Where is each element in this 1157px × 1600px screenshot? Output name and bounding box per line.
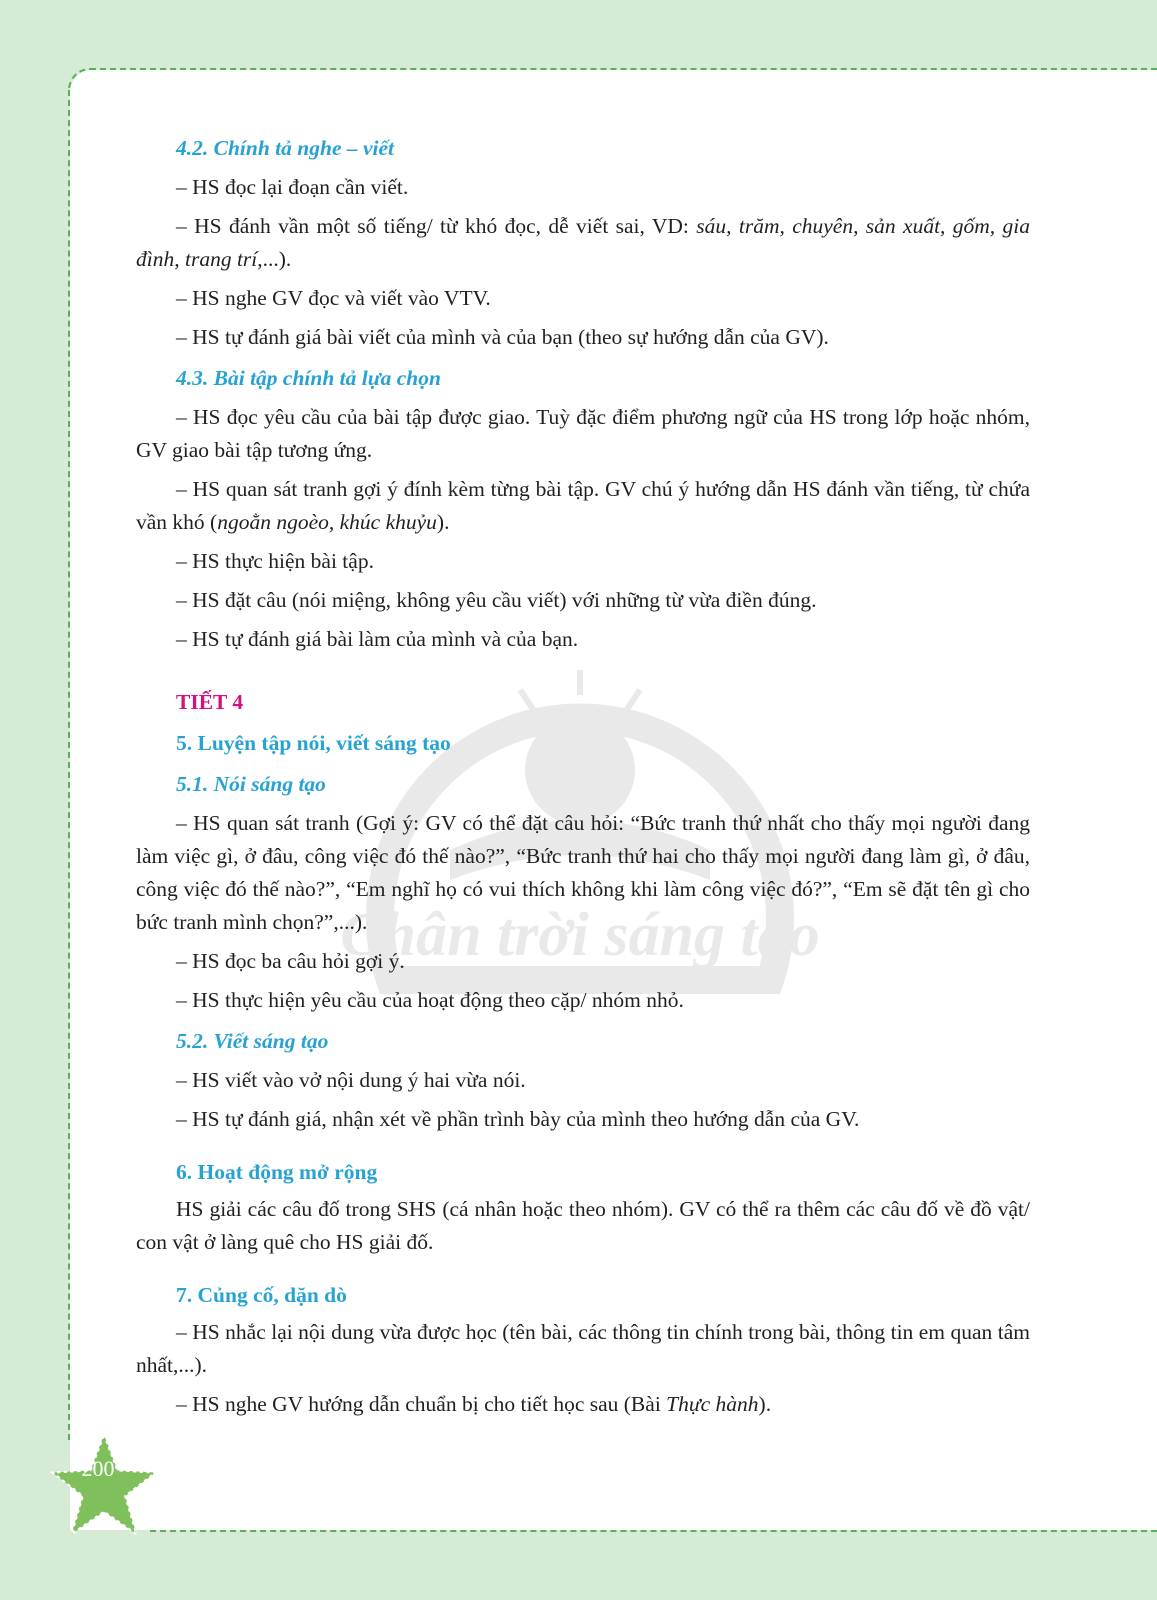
s51-line-2: – HS đọc ba câu hỏi gợi ý. [176, 949, 405, 973]
heading-5: 5. Luyện tập nói, viết sáng tạo [176, 731, 451, 755]
s42-line-2-text: – HS đánh vần một số tiếng/ từ khó đọc, dễ viết sai, VD: [176, 214, 697, 238]
lesson-period-title: TIẾT 4 [176, 690, 244, 714]
heading-4-3: 4.3. Bài tập chính tả lựa chọn [176, 366, 441, 390]
s42-line-2 [136, 210, 1030, 276]
s7-line-2-end: ). [758, 1392, 772, 1416]
s52-line-1: – HS viết vào vở nội dung ý hai vừa nói. [176, 1068, 526, 1092]
s43-line-5: – HS tự đánh giá bài làm của mình và của bạn. [176, 627, 579, 651]
s6-line-1: HS giải các câu đố trong SHS (cá nhân hoặc theo nhóm). GV có thể ra thêm các câu đố về đồ vật/ con vật ở làng quê cho HS giải đố. [136, 1197, 1030, 1254]
s7-line-2-title: Thực hành [666, 1392, 759, 1416]
heading-5-2: 5.2. Viết sáng tạo [176, 1029, 329, 1053]
heading-6: 6. Hoạt động mở rộng [176, 1160, 378, 1184]
s42-line-2-end: ,...). [257, 247, 292, 271]
s43-line-1: – HS đọc yêu cầu của bài tập được giao. Tuỳ đặc điểm phương ngữ của HS trong lớp hoặc nhóm, GV giao bài tập tương ứng. [136, 405, 1030, 462]
s51-line-1: – HS quan sát tranh (Gợi ý: GV có thể đặt câu hỏi: “Bức tranh thứ nhất cho thấy mọi người đang làm việc gì, ở đâu, công việc đó thế nào?”, “Bức tranh thứ hai cho thấy mọi người đang làm gì, ở đâu, công việc đó thế nào?”, “Em nghĩ họ có vui thích không khi làm công việc đó?”, “Em sẽ đặt tên gì cho bức tranh mình chọn?”,...). [136, 811, 1030, 934]
heading-5-1: 5.1. Nói sáng tạo [176, 772, 326, 796]
s42-line-1: – HS đọc lại đoạn cần viết. [176, 175, 409, 199]
s42-line-3: – HS nghe GV đọc và viết vào VTV. [176, 286, 491, 310]
dashed-border-bottom [150, 1530, 1157, 1532]
s42-line-2-examples: sáu, trăm, chuyên, sản xuất, gốm, gia đình, trang trí [136, 214, 1030, 271]
page-content [136, 124, 1030, 1427]
s43-line-3: – HS thực hiện bài tập. [176, 549, 374, 573]
watermark-text: Chân trời sáng tạo [340, 901, 820, 969]
s42-line-4: – HS tự đánh giá bài viết của mình và của bạn (theo sự hướng dẫn của GV). [176, 325, 829, 349]
dashed-border-corner [68, 68, 94, 94]
s43-line-4: – HS đặt câu (nói miệng, không yêu cầu viết) với những từ vừa điền đúng. [176, 588, 817, 612]
s7-line-1: – HS nhắc lại nội dung vừa được học (tên bài, các thông tin chính trong bài, thông tin em quan tâm nhất,...). [136, 1320, 1030, 1377]
dashed-border-top [90, 68, 1157, 70]
s7-line-2 [136, 1388, 1030, 1421]
s7-line-2-text: – HS nghe GV hướng dẫn chuẩn bị cho tiết học sau (Bài [176, 1392, 667, 1416]
s51-line-3: – HS thực hiện yêu cầu của hoạt động theo cặp/ nhóm nhỏ. [176, 988, 684, 1012]
s43-line-2-examples: ngoằn ngoèo, khúc khuỷu [217, 510, 437, 534]
s43-line-2-end: ). [436, 510, 450, 534]
s52-line-2: – HS tự đánh giá, nhận xét về phần trình bày của mình theo hướng dẫn của GV. [176, 1107, 860, 1131]
page-number-star-icon [48, 1430, 160, 1542]
s43-line-2-text: – HS quan sát tranh gợi ý đính kèm từng bài tập. GV chú ý hướng dẫn HS đánh vần tiếng, từ chứa vần khó ( [136, 477, 1030, 534]
dashed-border-left [68, 90, 70, 1440]
heading-7: 7. Củng cố, dặn dò [176, 1283, 347, 1307]
heading-4-2: 4.2. Chính tả nghe – viết [176, 136, 395, 160]
page-number: 200 [81, 1456, 115, 1481]
s43-line-2 [136, 473, 1030, 539]
